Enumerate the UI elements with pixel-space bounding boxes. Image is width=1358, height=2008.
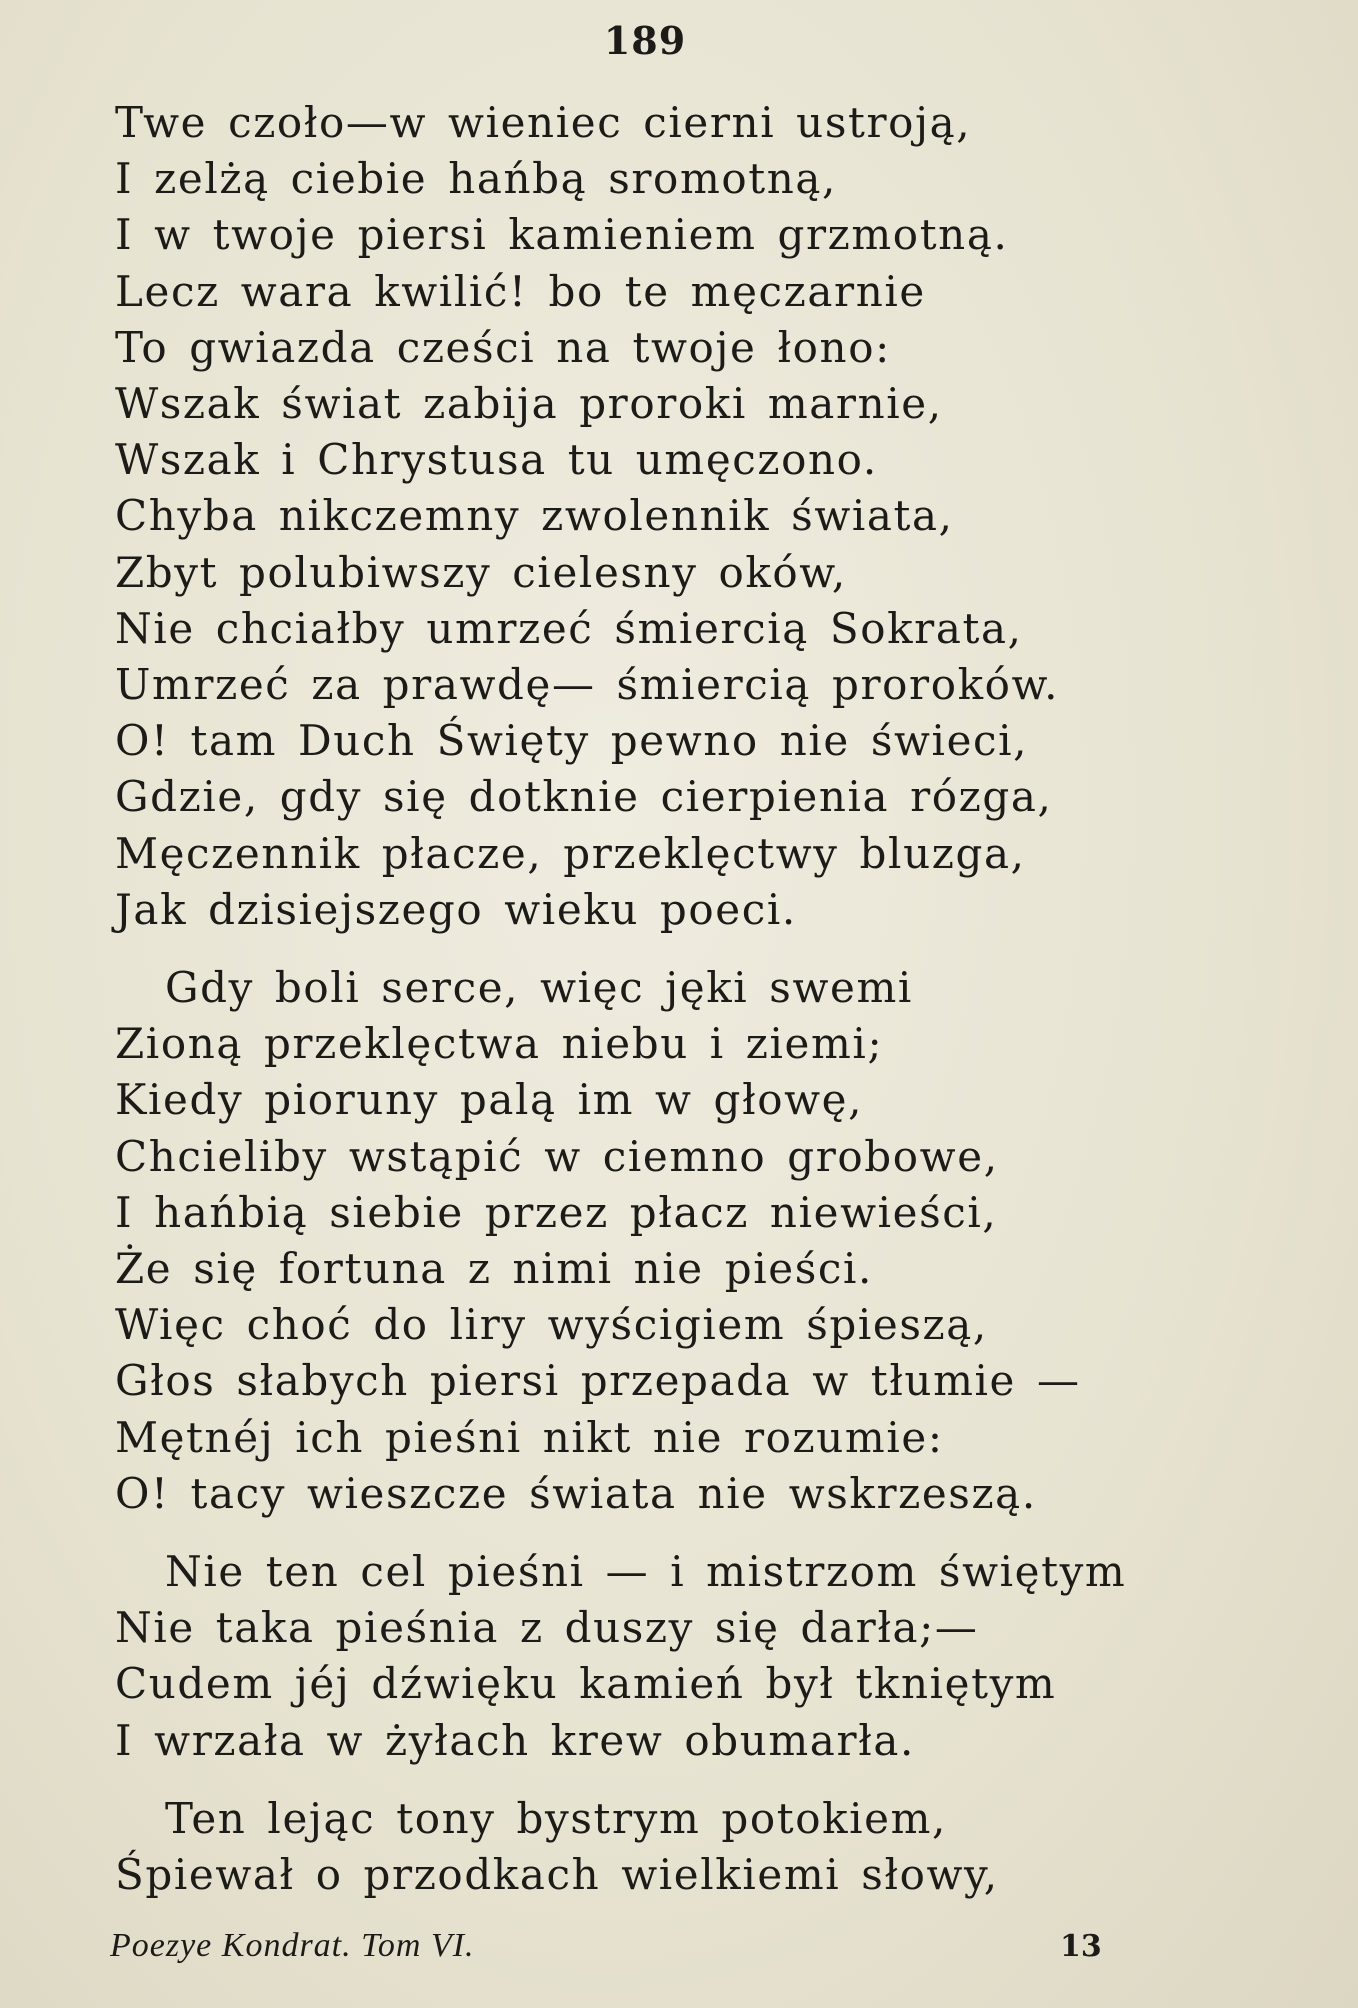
verse-line: Kiedy pioruny palą im w głowę,: [115, 1075, 864, 1125]
poem-body: [115, 95, 1195, 1903]
stanza-4: [115, 1791, 1195, 1903]
verse-line: Zbyt polubiwszy cielesny oków,: [115, 547, 847, 597]
verse-line: Głos słabych piersi przepada w tłumie —: [115, 1356, 1081, 1406]
verse-line: Chcieliby wstąpić w ciemno grobowe,: [115, 1131, 999, 1181]
stanza-2: [115, 960, 1195, 1522]
stanza-3: [115, 1544, 1195, 1769]
verse-line: I hańbią siebie przez płacz niewieści,: [115, 1187, 998, 1237]
verse-line: Że się fortuna z nimi nie pieści.: [115, 1244, 873, 1294]
verse-line: Nie chciałby umrzeć śmiercią Sokrata,: [115, 603, 1023, 653]
verse-line: Twe czoło—w wieniec cierni ustroją,: [115, 98, 972, 147]
verse-line: Męczennik płacze, przeklęctwy bluzga,: [115, 828, 1026, 878]
verse-line: I wrzała w żyłach krew obumarła.: [115, 1715, 915, 1765]
verse-line: Nie taka pieśnia z duszy się darła;—: [115, 1603, 979, 1653]
verse-line: O! tam Duch Święty pewno nie świeci,: [115, 716, 1029, 766]
signature-mark: 13: [1060, 1929, 1102, 1964]
stanza-1: [115, 95, 1195, 938]
verse-line: I zelżą ciebie hańbą sromotną,: [115, 154, 837, 204]
verse-line: Więc choć do liry wyścigiem śpieszą,: [115, 1300, 988, 1350]
verse-line: Nie ten cel pieśni — i mistrzom świętym: [165, 1547, 1127, 1597]
verse-line: Zioną przeklęctwa niebu i ziemi;: [115, 1019, 884, 1069]
verse-line: Ten lejąc tony bystrym potokiem,: [165, 1793, 948, 1843]
verse-line: Umrzeć za prawdę— śmiercią proroków.: [115, 660, 1060, 710]
page-footer: [110, 1927, 1110, 1975]
verse-line: Mętnéj ich pieśni nikt nie rozumie:: [115, 1412, 944, 1462]
page-number: 189: [603, 18, 687, 63]
verse-line: Wszak i Chrystusa tu umęczono.: [115, 435, 878, 485]
verse-line: Chyba nikczemny zwolennik świata,: [115, 491, 954, 541]
verse-line: To gwiazda cześci na twoje łono:: [115, 322, 891, 372]
verse-line: Wszak świat zabija proroki marnie,: [115, 379, 943, 429]
verse-line: I w twoje piersi kamieniem grzmotną.: [115, 210, 1009, 260]
verse-line: O! tacy wieszcze świata nie wskrzeszą.: [115, 1468, 1037, 1518]
verse-line: Gdzie, gdy się dotknie cierpienia rózga,: [115, 772, 1053, 822]
verse-line: Cudem jéj dźwięku kamień był tkniętym: [115, 1659, 1057, 1709]
verse-line: Śpiewał o przodkach wielkiemi słowy,: [115, 1850, 999, 1900]
verse-line: Lecz wara kwilić! bo te męczarnie: [115, 266, 926, 316]
footer-title: Poezye Kondrat. Tom VI.: [110, 1927, 475, 1964]
verse-line: Gdy boli serce, więc jęki swemi: [165, 963, 913, 1013]
verse-line: Jak dzisiejszego wieku poeci.: [115, 884, 797, 934]
